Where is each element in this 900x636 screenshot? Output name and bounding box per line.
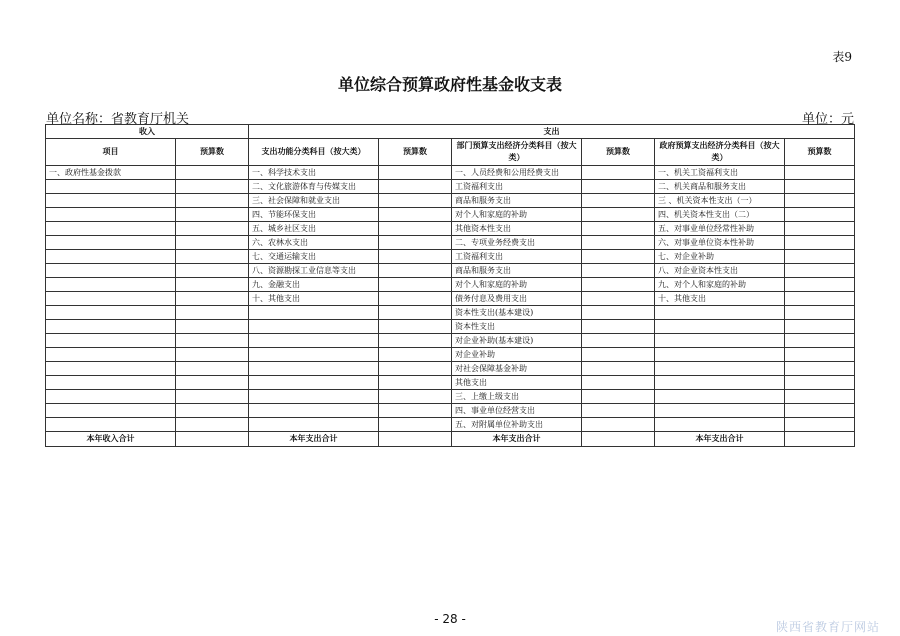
gov-item: 九、对个人和家庭的补助 [655,278,785,292]
gov-budget [785,278,855,292]
income-item [46,264,176,278]
income-budget [176,362,249,376]
income-budget [176,236,249,250]
dept-budget [582,306,655,320]
dept-budget [582,208,655,222]
budget-header: 预算数 [582,139,655,166]
income-budget [176,390,249,404]
func-budget [379,166,452,180]
dept-budget [582,236,655,250]
dept-budget [582,250,655,264]
func-budget [379,278,452,292]
gov-item: 一、机关工资福利支出 [655,166,785,180]
income-budget [176,334,249,348]
income-item [46,250,176,264]
dept-item: 其他资本性支出 [452,222,582,236]
gov-item [655,306,785,320]
item-header: 项目 [46,139,176,166]
table-row [46,334,855,348]
gov-item: 四、机关资本性支出（二） [655,208,785,222]
func-budget [379,306,452,320]
func-budget [379,348,452,362]
gov-budget [785,306,855,320]
table-row [46,306,855,320]
func-budget [379,264,452,278]
dept-item: 其他支出 [452,376,582,390]
dept-budget [582,390,655,404]
gov-item: 七、对企业补助 [655,250,785,264]
gov-budget [785,390,855,404]
income-budget [176,194,249,208]
income-budget [176,180,249,194]
table-row [46,264,855,278]
gov-budget [785,418,855,432]
gov-item: 三 、机关资本性支出（一） [655,194,785,208]
table-body [46,166,855,432]
budget-header: 预算数 [379,139,452,166]
dept-item: 对企业补助 [452,348,582,362]
dept-budget [582,292,655,306]
func-budget [379,376,452,390]
gov-item: 五、对事业单位经常性补助 [655,222,785,236]
section-header-row [46,125,855,139]
budget-header: 预算数 [176,139,249,166]
table-row [46,404,855,418]
income-budget [176,320,249,334]
func-budget [379,292,452,306]
column-header-row [46,139,855,166]
income-budget [176,166,249,180]
dept-item: 商品和服务支出 [452,264,582,278]
dept-item: 工资福利支出 [452,250,582,264]
gov-budget [785,222,855,236]
func-total-label: 本年支出合计 [249,432,379,447]
func-item: 十、其他支出 [249,292,379,306]
income-budget [176,208,249,222]
table-row [46,390,855,404]
gov-item: 二、机关商品和服务支出 [655,180,785,194]
income-item [46,376,176,390]
income-item [46,362,176,376]
income-item [46,418,176,432]
income-budget [176,348,249,362]
dept-item: 一、人员经费和公用经费支出 [452,166,582,180]
gov-budget [785,236,855,250]
dept-budget [582,404,655,418]
func-budget [379,390,452,404]
dept-budget [582,180,655,194]
dept-item: 工资福利支出 [452,180,582,194]
table-row [46,250,855,264]
dept-item: 二、专项业务经费支出 [452,236,582,250]
func-budget [379,208,452,222]
dept-item: 对个人和家庭的补助 [452,208,582,222]
table-row [46,376,855,390]
total-row [46,432,855,447]
dept-budget [582,222,655,236]
dept-item: 资本性支出(基本建设) [452,306,582,320]
dept-budget [582,418,655,432]
gov-budget [785,348,855,362]
func-class-header: 支出功能分类科目（按大类） [249,139,379,166]
dept-item: 资本性支出 [452,320,582,334]
gov-item: 十、其他支出 [655,292,785,306]
gov-budget [785,334,855,348]
income-item [46,390,176,404]
income-item [46,236,176,250]
table-row [46,348,855,362]
page-title: 单位综合预算政府性基金收支表 [337,75,562,94]
func-item: 九、金融支出 [249,278,379,292]
dept-econ-header: 部门预算支出经济分类科目（按大类） [452,139,582,166]
table-row [46,320,855,334]
income-item [46,208,176,222]
gov-budget [785,376,855,390]
func-item: 七、交通运输支出 [249,250,379,264]
gov-item: 八、对企业资本性支出 [655,264,785,278]
func-budget [379,320,452,334]
income-budget [176,292,249,306]
func-budget [379,194,452,208]
income-item [46,348,176,362]
table-row [46,292,855,306]
income-item [46,320,176,334]
dept-budget [582,194,655,208]
gov-item [655,418,785,432]
func-item: 二、文化旅游体育与传媒支出 [249,180,379,194]
dept-total-label: 本年支出合计 [452,432,582,447]
func-item: 四、节能环保支出 [249,208,379,222]
func-total-value [379,432,452,447]
dept-item: 对个人和家庭的补助 [452,278,582,292]
gov-item [655,390,785,404]
func-item [249,334,379,348]
dept-total-value [582,432,655,447]
table-row [46,208,855,222]
func-item [249,306,379,320]
dept-budget [582,264,655,278]
gov-budget [785,264,855,278]
func-budget [379,222,452,236]
func-budget [379,334,452,348]
income-budget [176,376,249,390]
dept-item: 对企业补助(基本建设) [452,334,582,348]
site-watermark: 陕西省教育厅网站 [775,620,880,634]
income-budget [176,250,249,264]
income-item [46,306,176,320]
gov-item [655,362,785,376]
table-row [46,362,855,376]
gov-budget [785,404,855,418]
gov-budget [785,362,855,376]
income-budget [176,222,249,236]
dept-budget [582,348,655,362]
func-item: 八、资源勘探工业信息等支出 [249,264,379,278]
income-item [46,194,176,208]
table-number: 表9 [832,50,852,64]
gov-budget [785,180,855,194]
income-item [46,404,176,418]
dept-item: 商品和服务支出 [452,194,582,208]
dept-item: 四、事业单位经营支出 [452,404,582,418]
income-item [46,180,176,194]
budget-table [45,124,855,447]
table-row [46,180,855,194]
table-row [46,278,855,292]
gov-item: 六、对事业单位资本性补助 [655,236,785,250]
func-item [249,404,379,418]
income-total-label: 本年收入合计 [46,432,176,447]
income-item [46,222,176,236]
gov-item [655,404,785,418]
gov-budget [785,166,855,180]
dept-budget [582,166,655,180]
func-item [249,348,379,362]
func-budget [379,180,452,194]
income-total-value [176,432,249,447]
budget-header: 预算数 [785,139,855,166]
expenditure-header: 支出 [249,125,855,139]
dept-budget [582,278,655,292]
dept-item: 五、对附属单位补助支出 [452,418,582,432]
dept-item: 对社会保障基金补助 [452,362,582,376]
gov-econ-header: 政府预算支出经济分类科目（按大类） [655,139,785,166]
income-budget [176,306,249,320]
table-row [46,236,855,250]
table-row [46,166,855,180]
dept-item: 债务付息及费用支出 [452,292,582,306]
income-item [46,292,176,306]
gov-budget [785,292,855,306]
dept-budget [582,362,655,376]
dept-budget [582,320,655,334]
table-row [46,194,855,208]
func-budget [379,362,452,376]
func-item [249,418,379,432]
gov-total-value [785,432,855,447]
unit-name: 单位名称：省教育厅机关 [46,112,190,127]
dept-budget [582,334,655,348]
gov-budget [785,320,855,334]
income-budget [176,278,249,292]
table-row [46,222,855,236]
gov-item [655,348,785,362]
income-item: 一、政府性基金拨款 [46,166,176,180]
func-item [249,390,379,404]
table-row [46,418,855,432]
gov-total-label: 本年支出合计 [655,432,785,447]
func-item [249,376,379,390]
page-number: - 28 - [434,612,466,626]
gov-budget [785,208,855,222]
func-budget [379,404,452,418]
dept-budget [582,376,655,390]
gov-item [655,334,785,348]
income-budget [176,418,249,432]
unit-label: 单位：元 [801,112,854,127]
func-item: 一、科学技术支出 [249,166,379,180]
func-item [249,320,379,334]
gov-item [655,320,785,334]
income-budget [176,404,249,418]
income-budget [176,264,249,278]
func-item: 三、社会保障和就业支出 [249,194,379,208]
func-budget [379,418,452,432]
func-budget [379,250,452,264]
func-item: 六、农林水支出 [249,236,379,250]
income-item [46,334,176,348]
func-item: 五、城乡社区支出 [249,222,379,236]
income-header: 收入 [46,125,249,139]
gov-budget [785,250,855,264]
func-budget [379,236,452,250]
dept-item: 三、上缴上级支出 [452,390,582,404]
income-item [46,278,176,292]
gov-budget [785,194,855,208]
gov-item [655,376,785,390]
func-item [249,362,379,376]
